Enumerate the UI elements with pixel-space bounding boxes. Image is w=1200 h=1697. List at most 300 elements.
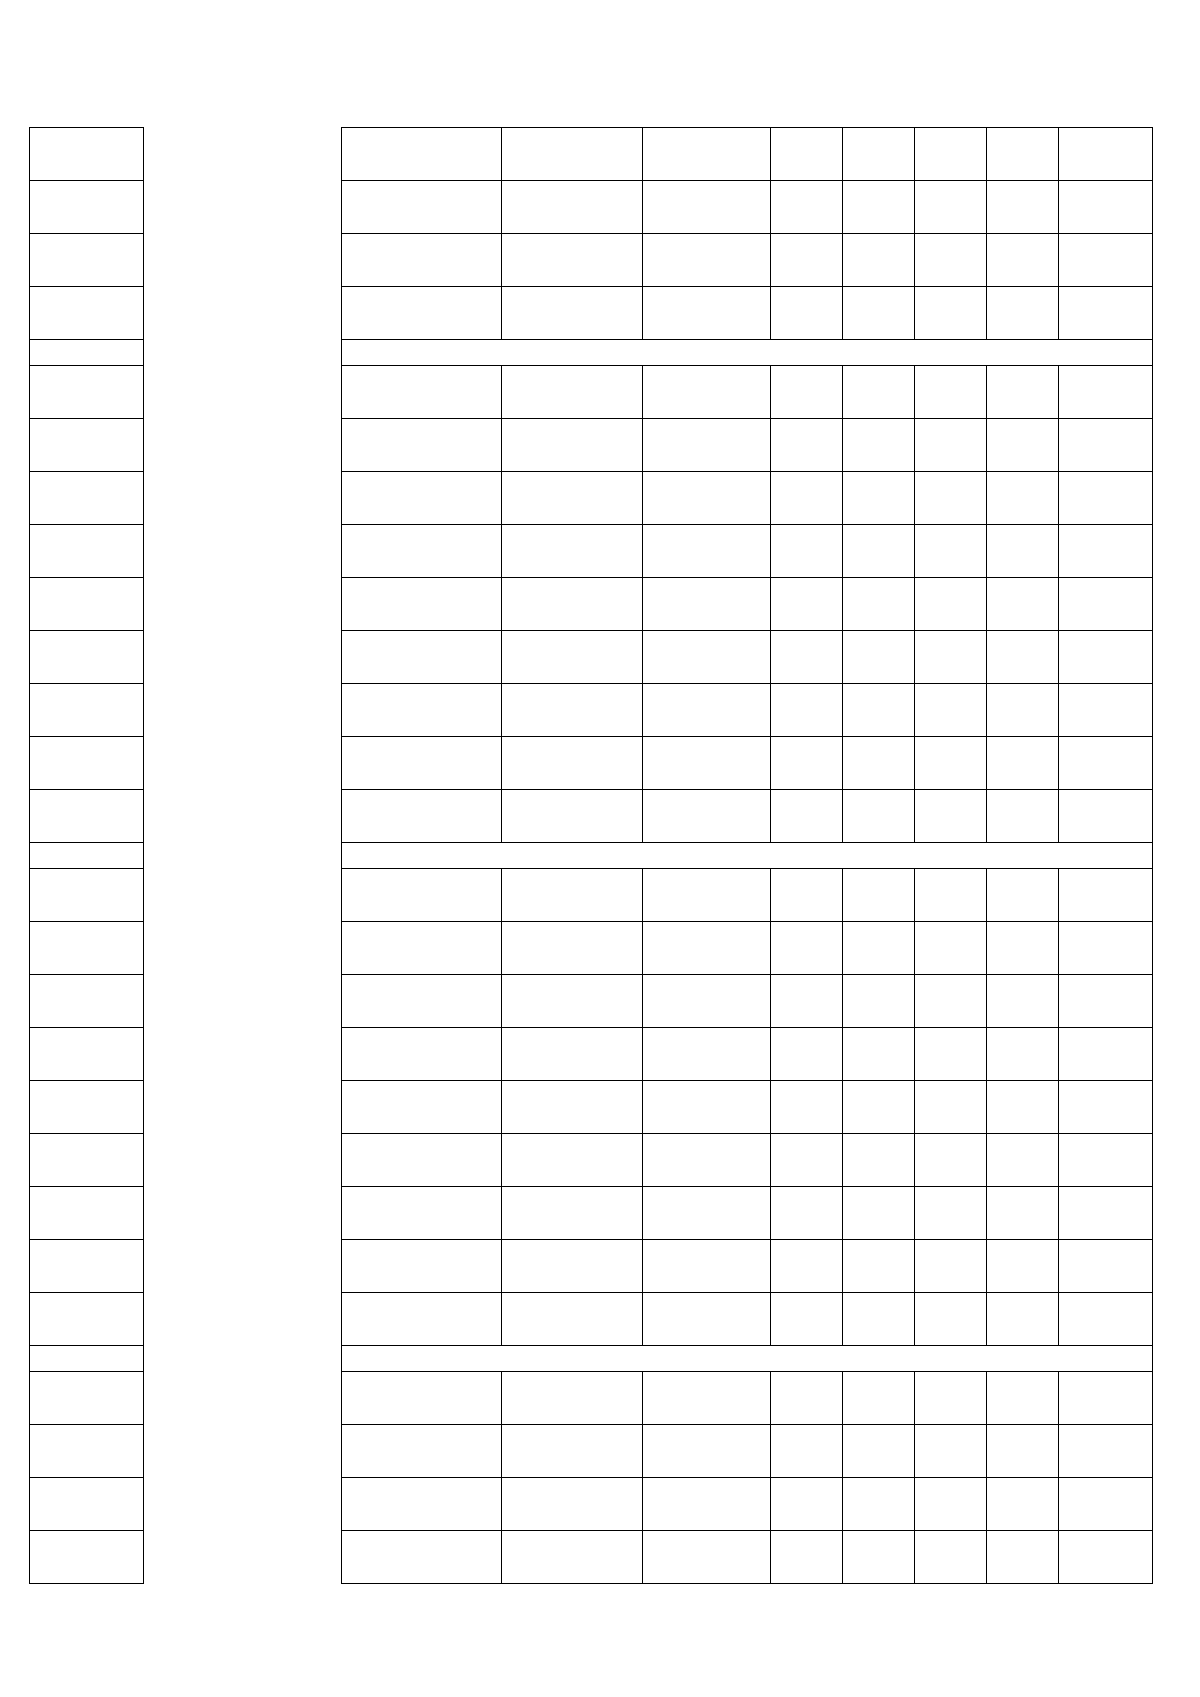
organization-cell xyxy=(144,234,342,287)
period-cell xyxy=(502,684,643,737)
rate-type-cell xyxy=(342,684,502,737)
tariff-value xyxy=(643,366,771,419)
organization-cell xyxy=(144,419,342,472)
table-row xyxy=(30,869,1153,922)
empty-dash xyxy=(843,869,915,922)
empty-dash xyxy=(915,578,987,631)
row-number xyxy=(30,922,144,975)
empty-dash xyxy=(843,1187,915,1240)
period-cell xyxy=(502,1293,643,1346)
empty-dash xyxy=(915,366,987,419)
empty-dash xyxy=(843,684,915,737)
period-cell xyxy=(502,1531,643,1584)
empty-dash xyxy=(771,631,843,684)
table-row xyxy=(30,1293,1153,1346)
tariff-value xyxy=(643,128,771,181)
empty-dash xyxy=(915,922,987,975)
empty-dash xyxy=(771,1478,843,1531)
empty-dash xyxy=(843,234,915,287)
row-number xyxy=(30,1293,144,1346)
organization-cell xyxy=(144,525,342,578)
empty-dash xyxy=(843,1372,915,1425)
period-cell xyxy=(502,869,643,922)
organization-cell xyxy=(144,975,342,1028)
tariff-value xyxy=(643,1240,771,1293)
empty-dash xyxy=(987,790,1059,843)
rate-type-cell xyxy=(342,869,502,922)
tariff-value xyxy=(643,578,771,631)
organization-cell xyxy=(144,1372,342,1425)
empty-dash xyxy=(843,1134,915,1187)
section-number xyxy=(30,1346,144,1372)
rate-type-cell xyxy=(342,1081,502,1134)
table-row xyxy=(30,1028,1153,1081)
tariff-value xyxy=(643,1134,771,1187)
empty-dash xyxy=(771,287,843,340)
row-number xyxy=(30,181,144,234)
empty-dash xyxy=(987,975,1059,1028)
table-row xyxy=(30,128,1153,181)
empty-dash xyxy=(915,525,987,578)
organization-cell xyxy=(144,737,342,790)
empty-dash xyxy=(915,1425,987,1478)
empty-dash xyxy=(843,922,915,975)
row-number xyxy=(30,366,144,419)
empty-dash xyxy=(771,578,843,631)
rate-type-cell xyxy=(342,1372,502,1425)
empty-dash xyxy=(987,1425,1059,1478)
table-row xyxy=(30,1478,1153,1531)
row-number xyxy=(30,975,144,1028)
row-number xyxy=(30,525,144,578)
empty-dash xyxy=(987,181,1059,234)
empty-dash xyxy=(1059,975,1153,1028)
empty-dash xyxy=(843,128,915,181)
table-row xyxy=(30,1425,1153,1478)
tariff-value xyxy=(643,1425,771,1478)
empty-dash xyxy=(987,1240,1059,1293)
empty-dash xyxy=(915,181,987,234)
row-number xyxy=(30,684,144,737)
row-number xyxy=(30,419,144,472)
section-row xyxy=(30,843,1153,869)
rate-type-cell xyxy=(342,1134,502,1187)
empty-dash xyxy=(771,1081,843,1134)
row-number xyxy=(30,869,144,922)
period-cell xyxy=(502,1081,643,1134)
empty-dash xyxy=(771,1134,843,1187)
empty-dash xyxy=(987,684,1059,737)
empty-dash xyxy=(987,525,1059,578)
empty-dash xyxy=(771,419,843,472)
section-title xyxy=(342,843,1153,869)
empty-dash xyxy=(915,1081,987,1134)
empty-dash xyxy=(987,869,1059,922)
tariff-value xyxy=(643,1293,771,1346)
empty-dash xyxy=(987,1081,1059,1134)
rate-type-cell xyxy=(342,790,502,843)
empty-dash xyxy=(843,790,915,843)
tariff-value xyxy=(643,684,771,737)
period-cell xyxy=(502,525,643,578)
empty-dash xyxy=(915,1478,987,1531)
table-row xyxy=(30,287,1153,340)
empty-dash xyxy=(843,472,915,525)
table-row xyxy=(30,472,1153,525)
empty-dash xyxy=(1059,128,1153,181)
empty-dash xyxy=(771,1293,843,1346)
row-number xyxy=(30,578,144,631)
empty-dash xyxy=(1059,181,1153,234)
table-row xyxy=(30,181,1153,234)
empty-dash xyxy=(915,472,987,525)
rate-type-cell xyxy=(342,287,502,340)
organization-cell xyxy=(144,922,342,975)
organization-cell xyxy=(144,869,342,922)
empty-dash xyxy=(1059,1081,1153,1134)
empty-dash xyxy=(1059,287,1153,340)
empty-dash xyxy=(843,525,915,578)
empty-dash xyxy=(1059,366,1153,419)
tariff-value xyxy=(643,790,771,843)
table-row xyxy=(30,525,1153,578)
empty-dash xyxy=(771,684,843,737)
empty-dash xyxy=(1059,684,1153,737)
table-row xyxy=(30,578,1153,631)
table-row xyxy=(30,234,1153,287)
empty-dash xyxy=(771,472,843,525)
rate-type-cell xyxy=(342,419,502,472)
empty-dash xyxy=(915,684,987,737)
rate-type-cell xyxy=(342,472,502,525)
rate-type-cell xyxy=(342,1028,502,1081)
empty-dash xyxy=(771,1187,843,1240)
empty-dash xyxy=(987,631,1059,684)
rate-type-cell xyxy=(342,128,502,181)
tariff-value xyxy=(643,181,771,234)
empty-dash xyxy=(843,1531,915,1584)
tariff-value xyxy=(643,737,771,790)
row-number xyxy=(30,234,144,287)
rate-type-cell xyxy=(342,1240,502,1293)
empty-dash xyxy=(915,234,987,287)
empty-dash xyxy=(771,128,843,181)
rate-type-cell xyxy=(342,578,502,631)
tariff-value xyxy=(643,631,771,684)
row-number xyxy=(30,1531,144,1584)
empty-dash xyxy=(987,1531,1059,1584)
rate-type-cell xyxy=(342,737,502,790)
empty-dash xyxy=(987,128,1059,181)
row-number xyxy=(30,472,144,525)
period-cell xyxy=(502,419,643,472)
row-number xyxy=(30,1425,144,1478)
organization-cell xyxy=(144,366,342,419)
empty-dash xyxy=(987,1187,1059,1240)
period-cell xyxy=(502,1372,643,1425)
period-cell xyxy=(502,1425,643,1478)
rate-type-cell xyxy=(342,525,502,578)
period-cell xyxy=(502,790,643,843)
empty-dash xyxy=(915,1187,987,1240)
rate-type-cell xyxy=(342,1187,502,1240)
empty-dash xyxy=(843,631,915,684)
table-row xyxy=(30,922,1153,975)
organization-cell xyxy=(144,1425,342,1478)
empty-dash xyxy=(915,1134,987,1187)
empty-dash xyxy=(915,790,987,843)
empty-dash xyxy=(771,181,843,234)
organization-cell xyxy=(144,1478,342,1531)
tariff-value xyxy=(643,1187,771,1240)
row-number xyxy=(30,737,144,790)
empty-dash xyxy=(1059,525,1153,578)
empty-dash xyxy=(915,1372,987,1425)
organization-cell xyxy=(144,843,342,869)
tariff-value xyxy=(643,1372,771,1425)
table-row xyxy=(30,975,1153,1028)
period-cell xyxy=(502,366,643,419)
table-row xyxy=(30,1134,1153,1187)
rate-type-cell xyxy=(342,922,502,975)
empty-dash xyxy=(843,975,915,1028)
empty-dash xyxy=(1059,234,1153,287)
table-row xyxy=(30,790,1153,843)
empty-dash xyxy=(1059,869,1153,922)
section-row xyxy=(30,340,1153,366)
tariff-table xyxy=(29,127,1153,1584)
empty-dash xyxy=(987,1028,1059,1081)
empty-dash xyxy=(771,1028,843,1081)
rate-type-cell xyxy=(342,181,502,234)
tariff-value xyxy=(643,419,771,472)
organization-cell xyxy=(144,1531,342,1584)
organization-cell xyxy=(144,1293,342,1346)
empty-dash xyxy=(987,234,1059,287)
period-cell xyxy=(502,631,643,684)
tariff-value xyxy=(643,922,771,975)
tariff-value xyxy=(643,869,771,922)
empty-dash xyxy=(915,975,987,1028)
tariff-value xyxy=(643,287,771,340)
organization-cell xyxy=(144,340,342,366)
table-row xyxy=(30,684,1153,737)
empty-dash xyxy=(843,1478,915,1531)
table-row xyxy=(30,1372,1153,1425)
empty-dash xyxy=(1059,922,1153,975)
organization-cell xyxy=(144,631,342,684)
empty-dash xyxy=(1059,1478,1153,1531)
empty-dash xyxy=(843,578,915,631)
table-row xyxy=(30,1240,1153,1293)
empty-dash xyxy=(843,1028,915,1081)
empty-dash xyxy=(987,1478,1059,1531)
empty-dash xyxy=(915,631,987,684)
empty-dash xyxy=(915,1531,987,1584)
empty-dash xyxy=(915,1240,987,1293)
rate-type-cell xyxy=(342,975,502,1028)
period-cell xyxy=(502,128,643,181)
rate-type-cell xyxy=(342,1531,502,1584)
empty-dash xyxy=(771,366,843,419)
empty-dash xyxy=(1059,1425,1153,1478)
empty-dash xyxy=(1059,419,1153,472)
empty-dash xyxy=(843,1240,915,1293)
row-number xyxy=(30,287,144,340)
rate-type-cell xyxy=(342,1425,502,1478)
organization-cell xyxy=(144,578,342,631)
empty-dash xyxy=(987,922,1059,975)
empty-dash xyxy=(1059,790,1153,843)
empty-dash xyxy=(915,737,987,790)
period-cell xyxy=(502,472,643,525)
empty-dash xyxy=(1059,631,1153,684)
organization-cell xyxy=(144,287,342,340)
empty-dash xyxy=(987,366,1059,419)
organization-cell xyxy=(144,181,342,234)
empty-dash xyxy=(1059,1293,1153,1346)
period-cell xyxy=(502,287,643,340)
organization-cell xyxy=(144,1081,342,1134)
tariff-table-body xyxy=(30,128,1153,1584)
empty-dash xyxy=(1059,1372,1153,1425)
period-cell xyxy=(502,1134,643,1187)
section-row xyxy=(30,1346,1153,1372)
empty-dash xyxy=(1059,1531,1153,1584)
tariff-value xyxy=(643,1478,771,1531)
empty-dash xyxy=(771,1425,843,1478)
empty-dash xyxy=(915,128,987,181)
empty-dash xyxy=(771,975,843,1028)
table-row xyxy=(30,1081,1153,1134)
organization-cell xyxy=(144,1187,342,1240)
empty-dash xyxy=(771,737,843,790)
period-cell xyxy=(502,1028,643,1081)
empty-dash xyxy=(1059,1134,1153,1187)
tariff-value xyxy=(643,472,771,525)
rate-type-cell xyxy=(342,1478,502,1531)
period-cell xyxy=(502,1240,643,1293)
empty-dash xyxy=(771,1240,843,1293)
row-number xyxy=(30,1134,144,1187)
table-row xyxy=(30,737,1153,790)
row-number xyxy=(30,128,144,181)
empty-dash xyxy=(987,287,1059,340)
empty-dash xyxy=(1059,1028,1153,1081)
empty-dash xyxy=(771,922,843,975)
period-cell xyxy=(502,922,643,975)
empty-dash xyxy=(843,366,915,419)
empty-dash xyxy=(987,1134,1059,1187)
empty-dash xyxy=(1059,578,1153,631)
empty-dash xyxy=(987,1372,1059,1425)
empty-dash xyxy=(1059,1187,1153,1240)
empty-dash xyxy=(843,419,915,472)
empty-dash xyxy=(987,1293,1059,1346)
row-number xyxy=(30,1187,144,1240)
empty-dash xyxy=(843,737,915,790)
empty-dash xyxy=(987,578,1059,631)
row-number xyxy=(30,631,144,684)
organization-cell xyxy=(144,1028,342,1081)
empty-dash xyxy=(771,1531,843,1584)
row-number xyxy=(30,1478,144,1531)
empty-dash xyxy=(771,525,843,578)
section-title xyxy=(342,340,1153,366)
empty-dash xyxy=(843,1425,915,1478)
empty-dash xyxy=(1059,1240,1153,1293)
table-row xyxy=(30,366,1153,419)
section-number xyxy=(30,843,144,869)
section-title xyxy=(342,1346,1153,1372)
empty-dash xyxy=(987,737,1059,790)
empty-dash xyxy=(771,234,843,287)
empty-dash xyxy=(1059,737,1153,790)
period-cell xyxy=(502,975,643,1028)
row-number xyxy=(30,1372,144,1425)
empty-dash xyxy=(771,790,843,843)
rate-type-cell xyxy=(342,366,502,419)
empty-dash xyxy=(915,1028,987,1081)
table-row xyxy=(30,419,1153,472)
empty-dash xyxy=(771,869,843,922)
rate-type-cell xyxy=(342,234,502,287)
period-cell xyxy=(502,234,643,287)
period-cell xyxy=(502,181,643,234)
period-cell xyxy=(502,1187,643,1240)
organization-cell xyxy=(144,790,342,843)
tariff-value xyxy=(643,975,771,1028)
empty-dash xyxy=(915,869,987,922)
period-cell xyxy=(502,1478,643,1531)
empty-dash xyxy=(915,287,987,340)
row-number xyxy=(30,790,144,843)
empty-dash xyxy=(1059,472,1153,525)
tariff-value xyxy=(643,1028,771,1081)
empty-dash xyxy=(771,1372,843,1425)
row-number xyxy=(30,1240,144,1293)
organization-cell xyxy=(144,128,342,181)
section-number xyxy=(30,340,144,366)
tariff-value xyxy=(643,1081,771,1134)
period-cell xyxy=(502,737,643,790)
row-number xyxy=(30,1081,144,1134)
empty-dash xyxy=(915,419,987,472)
empty-dash xyxy=(987,472,1059,525)
table-row xyxy=(30,1531,1153,1584)
row-number xyxy=(30,1028,144,1081)
organization-cell xyxy=(144,1240,342,1293)
empty-dash xyxy=(843,287,915,340)
table-row xyxy=(30,631,1153,684)
empty-dash xyxy=(915,1293,987,1346)
empty-dash xyxy=(843,1293,915,1346)
tariff-value xyxy=(643,234,771,287)
empty-dash xyxy=(987,419,1059,472)
tariff-value xyxy=(643,1531,771,1584)
empty-dash xyxy=(843,1081,915,1134)
organization-cell xyxy=(144,684,342,737)
organization-cell xyxy=(144,1134,342,1187)
table-row xyxy=(30,1187,1153,1240)
rate-type-cell xyxy=(342,1293,502,1346)
rate-type-cell xyxy=(342,631,502,684)
empty-dash xyxy=(843,181,915,234)
tariff-value xyxy=(643,525,771,578)
period-cell xyxy=(502,578,643,631)
organization-cell xyxy=(144,472,342,525)
organization-cell xyxy=(144,1346,342,1372)
